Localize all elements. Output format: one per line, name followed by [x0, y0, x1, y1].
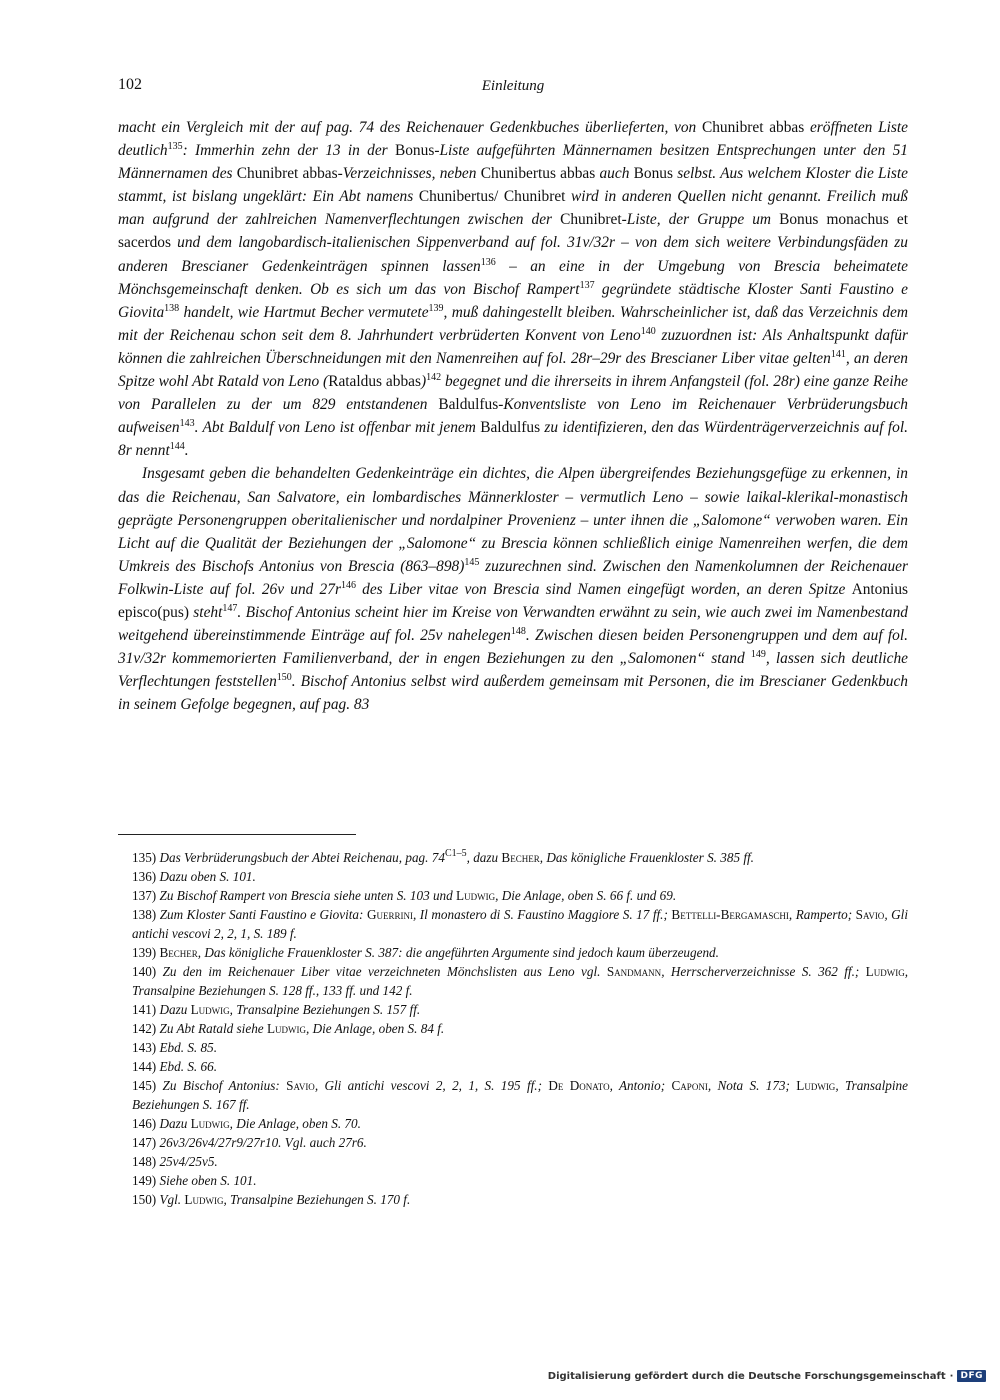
footnote-ref: 146	[340, 579, 356, 591]
text-run: , Nota S. 173;	[707, 1078, 797, 1093]
source-name: Baldulfus	[438, 396, 499, 414]
source-name: Chunibertus/ Chunibret	[418, 188, 566, 206]
author-name: Ludwig	[865, 964, 905, 979]
paragraph-2	[118, 462, 908, 716]
footnote-number: 147)	[132, 1135, 160, 1150]
footnote-ref: 148	[510, 626, 526, 638]
text-run: , Die Anlage, oben S. 66 f. und 69.	[495, 888, 677, 903]
author-name: Ludwig	[266, 1021, 306, 1036]
footnote-number: 149)	[132, 1173, 160, 1188]
author-name: Savio	[286, 1078, 315, 1093]
footnote-number: 150)	[132, 1192, 160, 1207]
text-run: , Gli antichi vescovi 2, 2, 1, S. 189 f.	[132, 907, 908, 941]
footnote-ref: 135	[167, 141, 183, 153]
text-run: 26v3/26v4/27r9/27r10. Vgl. auch 27r6.	[159, 1135, 367, 1150]
text-run: Siehe oben S. 101.	[159, 1173, 257, 1188]
text-run: zuzurechnen sind. Zwischen den Namenkolumnen der Reichenauer Folkwin-Liste auf fol. 26v und 27r	[118, 557, 908, 598]
footnote	[118, 886, 908, 905]
footnote-ref: 139	[428, 302, 444, 314]
footnote	[118, 1019, 908, 1038]
footnote-ref: 141	[830, 348, 846, 360]
footnote-text	[159, 1040, 217, 1055]
footnote-number: 148)	[132, 1154, 160, 1169]
text-run: zuzuordnen ist: Als Anhaltspunkt dafür können die zahlreichen Überschneidungen mit den Namenreihen auf fol. 28r–29r des Brescianer Liber vitae gelten	[118, 326, 908, 367]
text-run: , Antonio;	[609, 1078, 672, 1093]
text-run: steht	[188, 603, 223, 621]
footnote-number: 141)	[132, 1002, 160, 1017]
footnote-text	[159, 1021, 444, 1036]
text-run: Zu Abt Ratald siehe	[159, 1021, 267, 1036]
text-run: – an eine in der Umgebung von Brescia beheimatete Mönchsgemeinschaft denken. Ob es sich um das von Bischof Rampert	[118, 257, 908, 298]
text-run: wird in anderen Quellen nicht genannt. Freilich muß man aufgrund der zahlreichen Namenverflechtungen zwischen der	[118, 188, 908, 229]
text-run: , Transalpine Beziehungen S. 167 ff.	[132, 1078, 908, 1112]
text-run: , Transalpine Beziehungen S. 170 f.	[223, 1192, 411, 1207]
source-name: Chunibertus abbas	[480, 165, 596, 183]
text-run: macht ein Vergleich mit der auf pag. 74 des Reichenauer Gedenkbuches überlieferten, von	[118, 119, 702, 136]
text-run: gegründete städtische Kloster Santi Faustino e Giovita	[118, 280, 908, 321]
text-run: Zu Bischof Antonius:	[162, 1078, 287, 1093]
footnote-ref: C1–5	[444, 848, 467, 859]
footnote	[118, 1076, 908, 1114]
footnote	[118, 1000, 908, 1019]
footnote	[118, 1152, 908, 1171]
text-run: Zum Kloster Santi Faustino e Giovita:	[159, 907, 367, 922]
text-run: Ebd. S. 85.	[159, 1040, 217, 1055]
text-run: . Zwischen diesen beiden Personengruppen und dem auf fol. 31v/32r kommemorierten Familienverband, der in engen Beziehungen zu den „Salomonen“ stand	[118, 627, 908, 668]
footnote-number: 138)	[132, 907, 160, 922]
footnote-ref: 136	[480, 256, 496, 268]
dfg-logo-icon: DFG	[957, 1370, 986, 1382]
author-name: Bettelli-Bergamaschi	[671, 907, 789, 922]
footnote-text	[159, 1135, 366, 1150]
digitization-credit	[548, 1368, 986, 1384]
footnote-text	[132, 907, 908, 941]
text-run: zu identifizieren, den das Würdenträgerverzeichnis auf fol. 8r nennt	[118, 419, 909, 460]
text-run: 25v4/25v5.	[159, 1154, 218, 1169]
footnote-ref: 137	[579, 279, 595, 291]
footnote	[118, 962, 908, 1000]
footnote-ref: 145	[464, 556, 480, 568]
footnote-number: 136)	[132, 869, 160, 884]
text-run: , Herrscherverzeichnisse S. 362 ff.;	[661, 964, 866, 979]
source-name: Chunibret abbas	[236, 165, 338, 183]
footnote	[118, 905, 908, 943]
author-name: Ludwig	[456, 888, 496, 903]
text-run: , Die Anlage, oben S. 84 f.	[305, 1021, 445, 1036]
source-name: Chunibret	[560, 211, 622, 229]
text-run: -Konventsliste von Leno im Reichenauer Verbrüderungsbuch aufweisen	[118, 396, 908, 437]
text-run: begegnet und die ihrerseits in ihrem Anfangsteil (fol. 28r) eine ganze Reihe von Parallelen zu der um 829 entstandenen	[118, 373, 909, 414]
text-run: , Transalpine Beziehungen S. 128 ff., 133 ff. und 142 f.	[132, 964, 909, 998]
footnote-number: 144)	[132, 1059, 160, 1074]
footnote-number: 143)	[132, 1040, 160, 1055]
text-run: -Verzeichnisses, neben	[337, 165, 481, 183]
text-run: handelt, wie Hartmut Becher vermutete	[179, 303, 429, 321]
text-run: Zu den im Reichenauer Liber vitae verzeichneten Mönchslisten aus Leno vgl.	[162, 964, 607, 979]
footnote	[118, 1038, 908, 1057]
body-text	[118, 116, 908, 716]
footnote-ref: 150	[276, 672, 292, 684]
author-name: Sandmann	[606, 964, 662, 979]
author-name: Savio	[855, 907, 885, 922]
page-header	[118, 76, 908, 100]
footnote-text	[159, 888, 676, 903]
text-run: , Gli antichi vescovi 2, 2, 1, S. 195 ff.;	[314, 1078, 549, 1093]
footnote-ref: 138	[164, 302, 180, 314]
text-run: und dem langobardisch-italienischen Sippenverband auf fol. 31v/32r – von dem sich weitere Verbindungsfäden zu anderen Brescianer Gedenkeinträgen spinnen lassen	[118, 234, 908, 275]
author-name: Ludwig	[184, 1192, 224, 1207]
text-run: selbst. Aus welchem Kloster die Liste stammt, ist bislang ungeklärt: Ein Abt namens	[118, 165, 908, 206]
text-run: Vgl.	[159, 1192, 185, 1207]
text-run: , Ramperto;	[788, 907, 856, 922]
text-run: . Bischof Antonius selbst wird außerdem gemeinsam mit Personen, die im Brescianer Gedenkbuch in seinem Gefolge begegnen, auf pag. 83	[118, 673, 908, 714]
author-name: De Donato	[548, 1078, 610, 1093]
footnote-text	[159, 1002, 420, 1017]
footnote-text	[159, 945, 718, 960]
text-run: -Liste, der Gruppe um	[621, 211, 780, 229]
footnote-number: 135)	[132, 850, 160, 865]
text-run: Das Verbrüderungsbuch der Abtei Reichenau, pag. 74	[159, 850, 445, 865]
source-name: Antonius episco(pus)	[118, 580, 909, 621]
source-name: Rataldus abbas	[328, 373, 421, 391]
running-head: Einleitung	[481, 78, 545, 94]
text-run: : Immerhin zehn der 13 in der	[182, 142, 395, 160]
credit-separator: ·	[949, 1370, 954, 1382]
text-run: . Abt Baldulf von Leno ist offenbar mit jenem	[194, 419, 481, 437]
text-run: , Das königliche Frauenkloster S. 385 ff.	[539, 850, 754, 865]
text-run: , Das königliche Frauenkloster S. 387: die angeführten Argumente sind jedoch kaum überzeugend.	[197, 945, 719, 960]
author-name: Guerrini	[366, 907, 413, 922]
footnote-ref: 149	[750, 649, 766, 661]
footnote-divider	[118, 834, 356, 835]
text-run: Zu Bischof Rampert von Brescia siehe unten S. 103 und	[159, 888, 457, 903]
footnote-text	[159, 1173, 256, 1188]
text-run: , an deren Spitze wohl Abt Ratald von Leno (	[118, 349, 908, 391]
text-run: .	[184, 442, 189, 460]
footnote-text	[159, 1116, 360, 1131]
footnote-ref: 140	[640, 325, 656, 337]
text-run: des Liber vitae von Brescia sind Namen eingefügt worden, an deren Spitze	[355, 580, 852, 598]
credit-text: Digitalisierung gefördert durch die Deutsche Forschungsgemeinschaft	[547, 1370, 946, 1382]
text-run: , Il monastero di S. Faustino Maggiore S. 17 ff.;	[412, 907, 672, 922]
footnote-number: 146)	[132, 1116, 160, 1131]
text-run: Dazu	[159, 1116, 191, 1131]
footnote-ref: 147	[222, 602, 238, 614]
text-run: , Die Anlage, oben S. 70.	[229, 1116, 361, 1131]
source-name: Baldulfus	[480, 419, 541, 437]
footnote-text	[159, 1059, 217, 1074]
footnote-text	[132, 1078, 908, 1112]
author-name: Becher	[501, 850, 540, 865]
footnote	[118, 1133, 908, 1152]
footnote-text	[159, 869, 255, 884]
footnote	[118, 943, 908, 962]
source-name: Bonus	[394, 142, 435, 160]
text-run: Dazu oben S. 101.	[159, 869, 256, 884]
text-run: Insgesamt geben die behandelten Gedenkeinträge ein dichtes, die Alpen übergreifendes Beziehungsgefüge zu erkennen, in das die Reichenau, San Salvatore, ein lombardisches Männerkloster – vermutlich Leno – sowie laikal-klerikal-monastisch geprägte Personengruppen oberitalienischer und nordalpiner Provenienz – unter ihnen die „Salomone“ verwoben waren. Ein Licht auf die Qualität der Beziehungen der „Salomone“ zu Brescia können schließlich einige Namenreihen werfen, die dem Umkreis des Bischofs Antonius von Brescia (863–898)	[118, 465, 908, 575]
source-name: Bonus monachus et sacerdos	[118, 211, 908, 252]
text-run: , lassen sich deutliche Verflechtungen feststellen	[118, 650, 908, 691]
footnote-text	[159, 1192, 410, 1207]
author-name: Ludwig	[796, 1078, 836, 1093]
text-run: Ebd. S. 66.	[159, 1059, 217, 1074]
footnote-text	[159, 850, 754, 865]
footnote-number: 137)	[132, 888, 160, 903]
author-name: Ludwig	[190, 1002, 230, 1017]
footnote	[118, 1057, 908, 1076]
text-run: )	[420, 373, 427, 391]
footnote	[118, 1190, 908, 1209]
text-run: Dazu	[159, 1002, 191, 1017]
text-run: , muß dahingestellt bleiben. Wahrscheinlicher ist, daß das Verzeichnis dem mit der Reichenau schon seit dem 8. Jahrhundert verbrüderten Konvent von Leno	[118, 303, 908, 344]
footnote-number: 140)	[132, 964, 163, 979]
text-run: , dazu	[466, 850, 502, 865]
footnote	[118, 848, 908, 867]
footnotes	[118, 848, 908, 1209]
source-name: Chunibret abbas	[701, 119, 805, 136]
text-run: eröffneten Liste deutlich	[118, 119, 908, 160]
text-run: auch	[595, 165, 634, 183]
text-run: , Transalpine Beziehungen S. 157 ff.	[229, 1002, 421, 1017]
footnote-text	[159, 1154, 217, 1169]
author-name: Ludwig	[190, 1116, 230, 1131]
footnote-text	[132, 964, 908, 998]
footnote-ref: 142	[426, 372, 442, 384]
footnote-number: 142)	[132, 1021, 160, 1036]
footnote	[118, 867, 908, 886]
footnote-ref: 144	[169, 441, 185, 453]
footnote-number: 145)	[132, 1078, 163, 1093]
paragraph-1	[118, 116, 908, 462]
text-run: . Bischof Antonius scheint hier im Kreise von Verwandten erwähnt zu sein, wie auch zwei im Namenbestand weitgehend übereinstimmende Einträge auf fol. 25v nahelegen	[118, 603, 908, 645]
text-run: -Liste aufgeführten Männernamen besitzen Entsprechungen unter den 51 Männernamen des	[118, 142, 908, 183]
footnote-number: 139)	[132, 945, 160, 960]
source-name: Bonus	[633, 165, 673, 183]
author-name: Becher	[159, 945, 198, 960]
footnote	[118, 1171, 908, 1190]
author-name: Caponi	[671, 1078, 708, 1093]
footnote	[118, 1114, 908, 1133]
footnote-ref: 143	[179, 418, 195, 430]
page-number: 102	[118, 76, 142, 93]
